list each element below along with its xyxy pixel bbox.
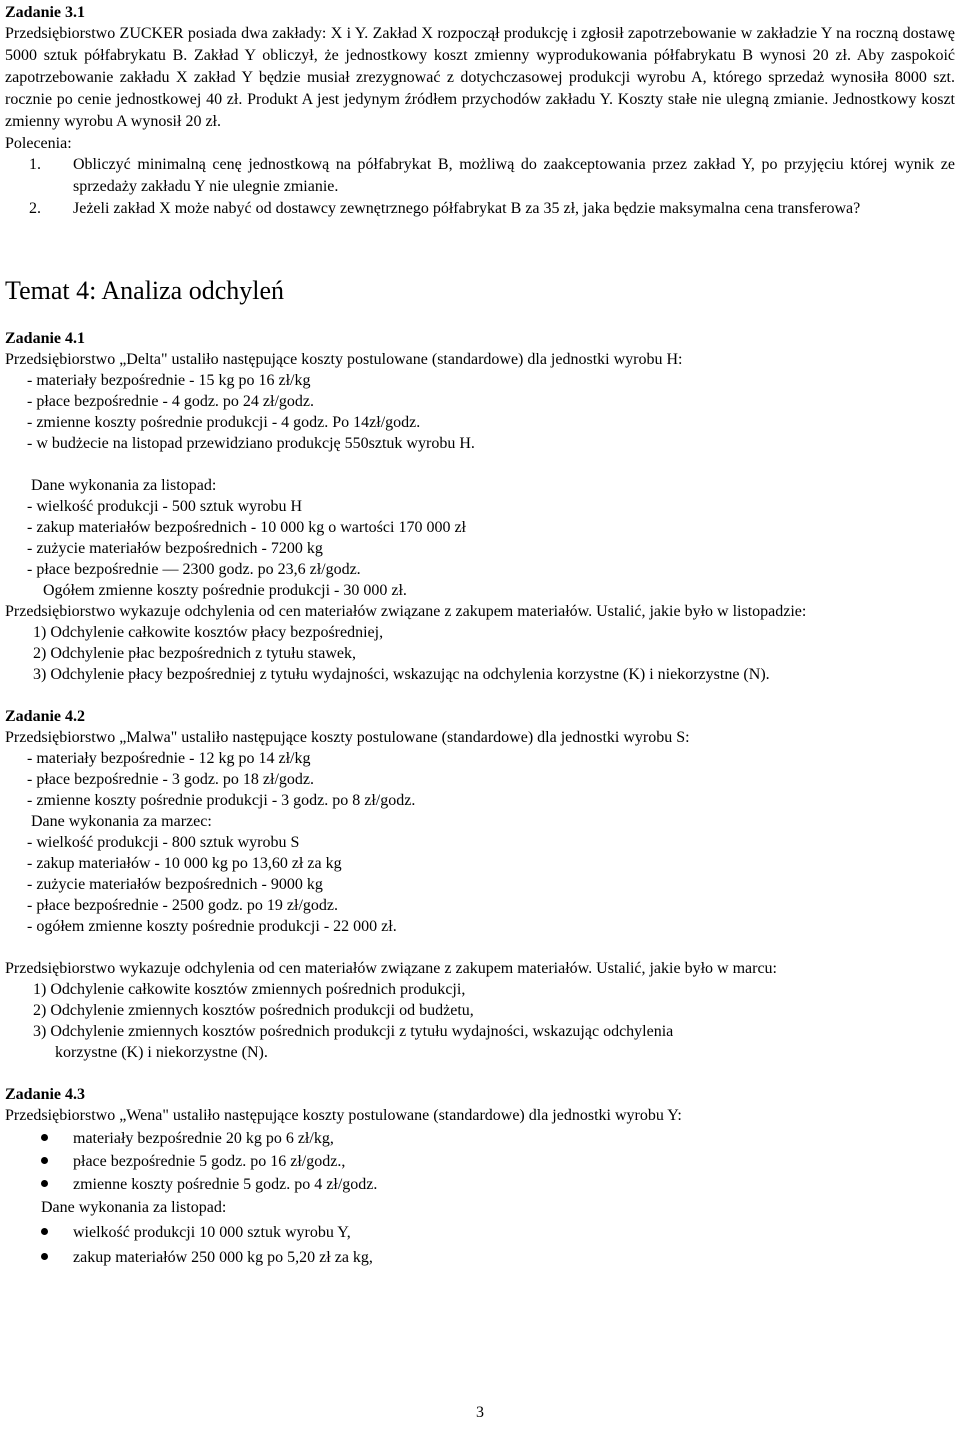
task-intro: Przedsiębiorstwo „Delta" ustaliło następujące koszty postulowane (standardowe) dla jednostki wyrobu H: [5, 351, 683, 368]
list-item: - materiały bezpośrednie - 12 kg po 14 zł/kg [27, 750, 311, 767]
list-item: - płace bezpośrednie - 4 godz. po 24 zł/godz. [27, 393, 315, 410]
instructions-heading: Polecenia: [5, 135, 72, 152]
bullet-icon [41, 1151, 73, 1172]
task-intro: Przedsiębiorstwo „Wena" ustaliło następujące koszty postulowane (standardowe) dla jednostki wyrobu Y: [5, 1107, 682, 1124]
instruction-item [5, 198, 955, 220]
list-item: - zmienne koszty pośrednie produkcji - 4 godz. Po 14zł/godz. [27, 414, 421, 431]
list-item: - zużycie materiałów bezpośrednich - 7200 kg [27, 540, 323, 557]
instruction-text: Jeżeli zakład X może nabyć od dostawcy zewnętrznego półfabrykat B za 35 zł, jaka będzie maksymalna cena transferowa? [73, 200, 861, 217]
bullet-item [41, 1128, 955, 1149]
data-heading: Dane wykonania za listopad: [31, 477, 217, 494]
bullet-text: zmienne koszty pośrednie 5 godz. po 4 zł/godz. [73, 1176, 378, 1193]
task-4-3 [5, 1084, 955, 1268]
list-item: - zmienne koszty pośrednie produkcji - 3 godz. po 8 zł/godz. [27, 792, 416, 809]
task-4-1 [5, 328, 955, 685]
variance-list [33, 622, 955, 685]
instruction-text: Obliczyć minimalną cenę jednostkową na półfabrykat B, możliwą do zaakceptowania przez zakład Y, po przyjęciu której wynik ze sprzedaży zakładu Y nie ulegnie zmianie. [73, 156, 955, 195]
task-title: Zadanie 4.3 [5, 1086, 86, 1103]
list-item: 3) Odchylenie zmiennych kosztów pośrednich produkcji z tytułu wydajności, wskazując odchylenia [33, 1023, 674, 1040]
instruction-number: 2. [29, 200, 41, 217]
page-number: 3 [476, 1404, 484, 1421]
task-4-2 [5, 706, 955, 1063]
task-title: Zadanie 4.2 [5, 708, 86, 725]
bullet-item [41, 1174, 955, 1195]
data-heading: Dane wykonania za listopad: [41, 1199, 227, 1216]
list-item: - zakup materiałów bezpośrednich - 10 000 kg o wartości 170 000 zł [27, 519, 466, 536]
standard-costs-list [27, 370, 955, 454]
task-3-1 [5, 2, 955, 220]
bullet-text: płace bezpośrednie 5 godz. po 16 zł/godz., [73, 1153, 346, 1170]
bullet-item [41, 1151, 955, 1172]
list-item: - płace bezpośrednie - 2500 godz. po 19 zł/godz. [27, 897, 339, 914]
list-item: - zakup materiałów - 10 000 kg po 13,60 zł za kg [27, 855, 342, 872]
bullet-item [41, 1247, 955, 1268]
bullet-icon [41, 1247, 73, 1268]
document-page [5, 2, 955, 1268]
task-description: Przedsiębiorstwo ZUCKER posiada dwa zakłady: X i Y. Zakład X rozpoczął produkcję i zgłosił zapotrzebowanie w zakładzie Y na roczną dostawę 5000 sztuk półfabrykatu B. Zakład Y obliczył, że jednostkowy koszt zmienny wyprodukowania półfabrykatu B wynosi 20 zł. Aby zaspokoić zapotrzebowanie zakładu X zakład Y będzie musiał zrezygnować z dotychczasowej produkcji wyrobu A, którego sprzedaż wynosiła 8000 szt. rocznie po cenie jednostkowej 40 zł. Produkt A jest jedynym źródłem przychodów zakładu Y. Koszty stałe nie ulegną zmianie. Jednostkowy koszt zmienny wyrobu A wynosił 20 zł. [5, 25, 955, 130]
list-item: - materiały bezpośrednie - 15 kg po 16 zł/kg [27, 372, 311, 389]
bullet-text: materiały bezpośrednie 20 kg po 6 zł/kg, [73, 1130, 334, 1147]
list-item: 1) Odchylenie całkowite kosztów płacy bezpośredniej, [33, 624, 384, 641]
bullet-icon [41, 1222, 73, 1243]
list-item: 3) Odchylenie płacy bezpośredniej z tytułu wydajności, wskazując na odchylenia korzystne (K) i niekorzystne (N). [33, 666, 770, 683]
variance-list [33, 979, 955, 1063]
task-title: Zadanie 3.1 [5, 4, 86, 21]
list-item: korzystne (K) i niekorzystne (N). [55, 1044, 268, 1061]
list-item: - zużycie materiałów bezpośrednich - 9000 kg [27, 876, 323, 893]
list-item: 2) Odchylenie płac bezpośrednich z tytułu stawek, [33, 645, 356, 662]
bullet-item [41, 1222, 955, 1243]
list-item: - w budżecie na listopad przewidziano produkcję 550sztuk wyrobu H. [27, 435, 475, 452]
task-question: Przedsiębiorstwo wykazuje odchylenia od cen materiałów związane z zakupem materiałów. Ustalić, jakie było w listopadzie: [5, 603, 807, 620]
section-heading: Temat 4: Analiza odchyleń [5, 276, 285, 305]
data-heading: Dane wykonania za marzec: [31, 813, 212, 830]
list-item: - wielkość produkcji - 800 sztuk wyrobu S [27, 834, 300, 851]
bullet-text: zakup materiałów 250 000 kg po 5,20 zł za kg, [73, 1249, 373, 1266]
standard-costs-list [27, 748, 955, 937]
bullet-icon [41, 1128, 73, 1149]
task-question: Przedsiębiorstwo wykazuje odchylenia od cen materiałów związane z zakupem materiałów. Ustalić, jakie było w marcu: [5, 960, 777, 977]
task-intro: Przedsiębiorstwo „Malwa" ustaliło następujące koszty postulowane (standardowe) dla jednostki wyrobu S: [5, 729, 690, 746]
list-item: - płace bezpośrednie — 2300 godz. po 23,6 zł/godz. [27, 561, 361, 578]
performance-data [27, 475, 955, 601]
list-item: Ogółem zmienne koszty pośrednie produkcji - 30 000 zł. [43, 582, 407, 599]
list-item: - ogółem zmienne koszty pośrednie produkcji - 22 000 zł. [27, 918, 397, 935]
instruction-item [5, 154, 955, 198]
task-title: Zadanie 4.1 [5, 330, 86, 347]
list-item: 2) Odchylenie zmiennych kosztów pośrednich produkcji od budżetu, [33, 1002, 474, 1019]
bullet-icon [41, 1174, 73, 1195]
list-item: - wielkość produkcji - 500 sztuk wyrobu H [27, 498, 303, 515]
list-item: 1) Odchylenie całkowite kosztów zmiennych pośrednich produkcji, [33, 981, 466, 998]
bullet-text: wielkość produkcji 10 000 sztuk wyrobu Y, [73, 1224, 351, 1241]
instruction-number: 1. [29, 156, 41, 173]
list-item: - płace bezpośrednie - 3 godz. po 18 zł/godz. [27, 771, 315, 788]
